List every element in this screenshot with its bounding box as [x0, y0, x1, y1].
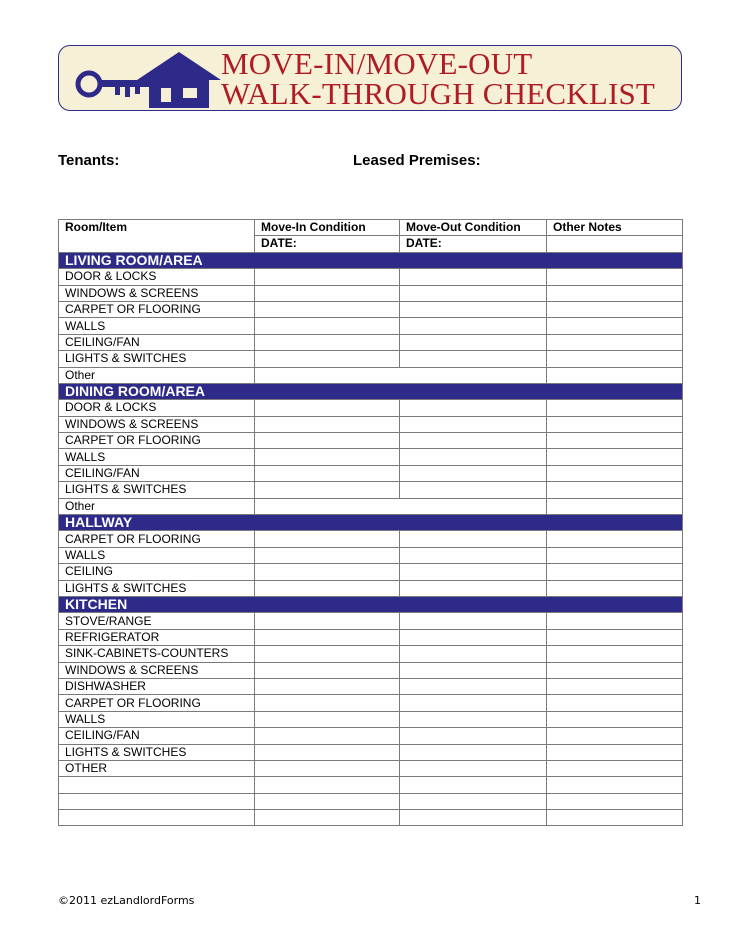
move-out-cell[interactable] — [400, 531, 547, 547]
move-in-cell[interactable] — [255, 662, 400, 678]
tenants-label: Tenants: — [58, 152, 120, 169]
table-row — [59, 777, 683, 793]
table-row — [59, 531, 683, 547]
move-in-cell[interactable] — [255, 416, 400, 432]
room-item-label: WINDOWS & SCREENS — [59, 662, 255, 678]
room-item-label: LIGHTS & SWITCHES — [59, 744, 255, 760]
table-row — [59, 400, 683, 416]
move-out-cell[interactable] — [400, 465, 547, 481]
table-row — [59, 498, 683, 514]
room-item-label: REFRIGERATOR — [59, 629, 255, 645]
table-row — [59, 351, 683, 367]
move-out-cell[interactable] — [400, 760, 547, 776]
notes-cell[interactable] — [547, 662, 683, 678]
section-title: HALLWAY — [59, 515, 683, 531]
move-out-cell[interactable] — [400, 351, 547, 367]
room-item-label: DOOR & LOCKS — [59, 269, 255, 285]
move-out-cell[interactable] — [400, 547, 547, 563]
table-row — [59, 678, 683, 694]
col-other-notes-header: Other Notes — [547, 220, 683, 236]
title-line-1: MOVE-IN/MOVE-OUT — [221, 46, 533, 81]
other-condition-cell[interactable] — [255, 367, 547, 383]
move-in-cell[interactable] — [255, 531, 400, 547]
move-out-cell[interactable] — [400, 646, 547, 662]
leased-premises-label: Leased Premises: — [353, 152, 481, 169]
move-out-cell[interactable] — [400, 711, 547, 727]
room-item-label: WALLS — [59, 449, 255, 465]
room-item-label: CARPET OR FLOORING — [59, 695, 255, 711]
table-row — [59, 334, 683, 350]
move-out-cell[interactable] — [400, 269, 547, 285]
table-row — [59, 564, 683, 580]
section-header-row — [59, 596, 683, 612]
col-move-in-header: Move-In Condition — [255, 220, 400, 236]
checklist-body — [59, 252, 683, 826]
move-out-cell[interactable] — [400, 318, 547, 334]
room-item-label: OTHER — [59, 760, 255, 776]
table-row — [59, 318, 683, 334]
move-in-cell[interactable] — [255, 269, 400, 285]
move-out-cell[interactable] — [400, 662, 547, 678]
table-row — [59, 711, 683, 727]
move-in-cell[interactable] — [255, 728, 400, 744]
move-in-cell[interactable] — [255, 285, 400, 301]
notes-cell[interactable] — [547, 498, 683, 514]
move-out-cell[interactable] — [400, 810, 547, 826]
room-item-label: Other — [59, 498, 255, 514]
room-item-label — [59, 777, 255, 793]
table-row — [59, 416, 683, 432]
move-in-date-label: DATE: — [255, 236, 400, 252]
room-item-label: Other — [59, 367, 255, 383]
checklist-table — [58, 219, 683, 826]
notes-cell[interactable] — [547, 482, 683, 498]
move-out-cell[interactable] — [400, 777, 547, 793]
table-row — [59, 629, 683, 645]
room-item-label — [59, 810, 255, 826]
notes-cell[interactable] — [547, 416, 683, 432]
table-row — [59, 580, 683, 596]
move-in-cell[interactable] — [255, 334, 400, 350]
col-move-out-header: Move-Out Condition — [400, 220, 547, 236]
move-in-cell[interactable] — [255, 400, 400, 416]
room-item-label — [59, 793, 255, 809]
move-out-cell[interactable] — [400, 482, 547, 498]
section-header-row — [59, 252, 683, 268]
room-item-label: CEILING/FAN — [59, 465, 255, 481]
move-in-cell[interactable] — [255, 433, 400, 449]
move-in-cell[interactable] — [255, 318, 400, 334]
room-item-label: SINK-CABINETS-COUNTERS — [59, 646, 255, 662]
move-in-cell[interactable] — [255, 793, 400, 809]
notes-cell[interactable] — [547, 564, 683, 580]
table-row — [59, 695, 683, 711]
notes-cell[interactable] — [547, 613, 683, 629]
room-item-label: LIGHTS & SWITCHES — [59, 351, 255, 367]
move-out-cell[interactable] — [400, 400, 547, 416]
table-row — [59, 646, 683, 662]
table-row — [59, 728, 683, 744]
copyright-text: ©2011 ezLandlordForms — [58, 894, 195, 907]
notes-cell[interactable] — [547, 367, 683, 383]
notes-cell[interactable] — [547, 629, 683, 645]
notes-cell[interactable] — [547, 777, 683, 793]
room-item-label: WALLS — [59, 547, 255, 563]
notes-cell[interactable] — [547, 433, 683, 449]
move-out-cell[interactable] — [400, 695, 547, 711]
table-row — [59, 433, 683, 449]
move-out-cell[interactable] — [400, 580, 547, 596]
notes-cell[interactable] — [547, 318, 683, 334]
room-item-label: LIGHTS & SWITCHES — [59, 482, 255, 498]
section-header-row — [59, 383, 683, 399]
move-out-cell[interactable] — [400, 629, 547, 645]
notes-cell[interactable] — [547, 646, 683, 662]
table-row — [59, 793, 683, 809]
notes-cell[interactable] — [547, 449, 683, 465]
table-row — [59, 613, 683, 629]
table-row — [59, 367, 683, 383]
notes-cell[interactable] — [547, 760, 683, 776]
section-title: KITCHEN — [59, 596, 683, 612]
move-out-cell[interactable] — [400, 334, 547, 350]
move-in-cell[interactable] — [255, 301, 400, 317]
move-out-cell[interactable] — [400, 449, 547, 465]
col-room-item-header: Room/Item — [59, 220, 255, 253]
notes-cell[interactable] — [547, 793, 683, 809]
document-title — [221, 46, 656, 111]
room-item-label: CEILING/FAN — [59, 334, 255, 350]
section-title: LIVING ROOM/AREA — [59, 252, 683, 268]
move-in-cell[interactable] — [255, 564, 400, 580]
key-house-logo-icon — [71, 50, 221, 108]
notes-cell[interactable] — [547, 334, 683, 350]
notes-cell[interactable] — [547, 580, 683, 596]
table-row — [59, 301, 683, 317]
move-out-cell[interactable] — [400, 301, 547, 317]
move-in-cell[interactable] — [255, 695, 400, 711]
room-item-label: CARPET OR FLOORING — [59, 531, 255, 547]
move-in-cell[interactable] — [255, 646, 400, 662]
room-item-label: WALLS — [59, 711, 255, 727]
table-row — [59, 285, 683, 301]
move-in-cell[interactable] — [255, 351, 400, 367]
table-row — [59, 662, 683, 678]
table-row — [59, 482, 683, 498]
other-condition-cell[interactable] — [255, 498, 547, 514]
notes-cell[interactable] — [547, 301, 683, 317]
room-item-label: STOVE/RANGE — [59, 613, 255, 629]
table-row — [59, 547, 683, 563]
room-item-label: CEILING/FAN — [59, 728, 255, 744]
notes-cell[interactable] — [547, 547, 683, 563]
move-in-cell[interactable] — [255, 629, 400, 645]
notes-cell[interactable] — [547, 744, 683, 760]
room-item-label: DISHWASHER — [59, 678, 255, 694]
section-title: DINING ROOM/AREA — [59, 383, 683, 399]
move-in-cell[interactable] — [255, 547, 400, 563]
move-out-cell[interactable] — [400, 564, 547, 580]
notes-cell[interactable] — [547, 269, 683, 285]
move-in-cell[interactable] — [255, 613, 400, 629]
move-in-cell[interactable] — [255, 744, 400, 760]
page-number: 1 — [694, 894, 701, 907]
notes-cell[interactable] — [547, 465, 683, 481]
table-row — [59, 449, 683, 465]
notes-cell[interactable] — [547, 695, 683, 711]
move-in-cell[interactable] — [255, 810, 400, 826]
room-item-label: CARPET OR FLOORING — [59, 301, 255, 317]
move-in-cell[interactable] — [255, 482, 400, 498]
move-in-cell[interactable] — [255, 711, 400, 727]
notes-cell[interactable] — [547, 711, 683, 727]
table-row — [59, 810, 683, 826]
move-out-cell[interactable] — [400, 744, 547, 760]
table-row — [59, 760, 683, 776]
notes-cell[interactable] — [547, 285, 683, 301]
move-out-cell[interactable] — [400, 433, 547, 449]
section-header-row — [59, 515, 683, 531]
move-in-cell[interactable] — [255, 678, 400, 694]
room-item-label: WINDOWS & SCREENS — [59, 285, 255, 301]
move-out-cell[interactable] — [400, 285, 547, 301]
room-item-label: DOOR & LOCKS — [59, 400, 255, 416]
move-in-cell[interactable] — [255, 777, 400, 793]
room-item-label: CEILING — [59, 564, 255, 580]
room-item-label: LIGHTS & SWITCHES — [59, 580, 255, 596]
room-item-label: WINDOWS & SCREENS — [59, 416, 255, 432]
move-in-cell[interactable] — [255, 449, 400, 465]
table-row — [59, 744, 683, 760]
notes-cell[interactable] — [547, 400, 683, 416]
table-row — [59, 465, 683, 481]
room-item-label: CARPET OR FLOORING — [59, 433, 255, 449]
notes-cell[interactable] — [547, 351, 683, 367]
notes-cell[interactable] — [547, 531, 683, 547]
room-item-label: WALLS — [59, 318, 255, 334]
move-out-cell[interactable] — [400, 793, 547, 809]
other-notes-blank[interactable] — [547, 236, 683, 252]
notes-cell[interactable] — [547, 810, 683, 826]
move-in-cell[interactable] — [255, 465, 400, 481]
notes-cell[interactable] — [547, 678, 683, 694]
title-line-2: WALK-THROUGH CHECKLIST — [221, 76, 656, 111]
move-out-cell[interactable] — [400, 728, 547, 744]
move-out-cell[interactable] — [400, 416, 547, 432]
move-out-cell[interactable] — [400, 678, 547, 694]
table-header-row — [59, 220, 683, 236]
move-in-cell[interactable] — [255, 580, 400, 596]
move-out-date-label: DATE: — [400, 236, 547, 252]
move-in-cell[interactable] — [255, 760, 400, 776]
move-out-cell[interactable] — [400, 613, 547, 629]
notes-cell[interactable] — [547, 728, 683, 744]
table-row — [59, 269, 683, 285]
header-banner — [58, 45, 682, 111]
